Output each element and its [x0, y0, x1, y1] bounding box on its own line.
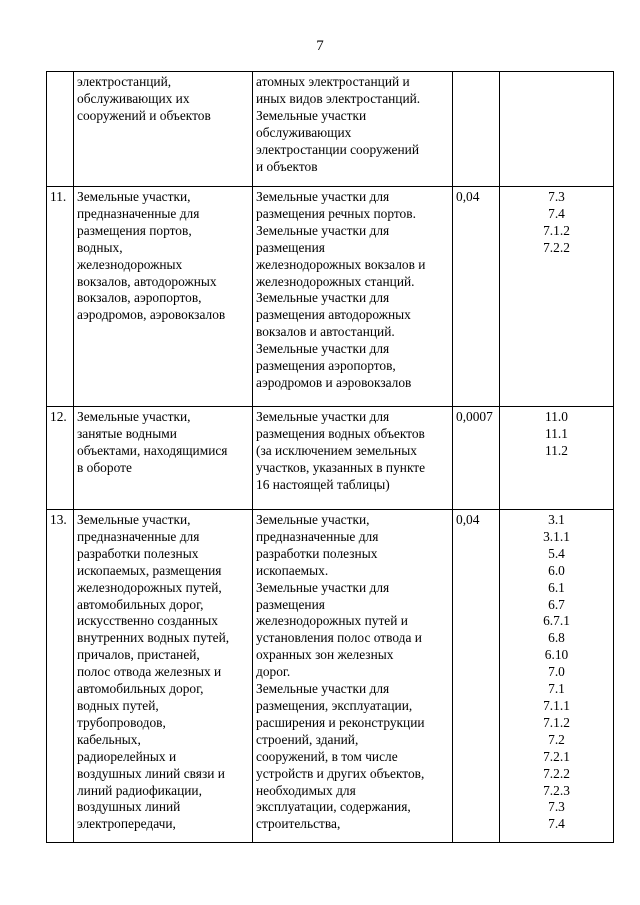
usage-codes-cell	[500, 72, 614, 187]
tax-rate-cell: 0,04	[453, 510, 500, 843]
page-number: 7	[316, 38, 324, 54]
tax-rate-cell: 0,04	[453, 187, 500, 407]
usage-codes-cell: 11.0 11.1 11.2	[500, 407, 614, 510]
usage-codes-cell: 3.1 3.1.1 5.4 6.0 6.1 6.7 6.7.1 6.8 6.10 7.0 7.1 7.1.1 7.1.2 7.2 7.2.1 7.2.2 7.2.3 7.3 7.4	[500, 510, 614, 843]
tax-rate-cell: 0,0007	[453, 407, 500, 510]
row-number-cell: 12.	[47, 407, 74, 510]
table-row	[47, 510, 614, 843]
row-number-cell: 13.	[47, 510, 74, 843]
land-category-cell: Земельные участки, предназначенные для размещения портов, водных, железнодорожных вокзалов, автодорожных вокзалов, аэропортов, аэродромов, аэровокзалов	[74, 187, 253, 407]
table-row	[47, 187, 614, 407]
table-row	[47, 72, 614, 187]
land-description-cell: Земельные участки для размещения водных объектов (за исключением земельных участков, указанных в пункте 16 настоящей таблицы)	[253, 407, 453, 510]
table-row	[47, 407, 614, 510]
land-category-cell: Земельные участки, занятые водными объектами, находящимися в обороте	[74, 407, 253, 510]
row-number-cell	[47, 72, 74, 187]
land-description-cell: атомных электростанций и иных видов электростанций. Земельные участки обслуживающих электростанции сооружений и объектов	[253, 72, 453, 187]
land-description-cell: Земельные участки, предназначенные для разработки полезных ископаемых. Земельные участки для размещения железнодорожных путей и установления полос отвода и охранных зон железных дорог. Земельные участки для размещения, эксплуатации, расширения и реконструкции строений, зданий, сооружений, в том числе устройств и других объектов, необходимых для эксплуатации, содержания, строительства,	[253, 510, 453, 843]
land-category-cell: Земельные участки, предназначенные для разработки полезных ископаемых, размещения железнодорожных путей, автомобильных дорог, искусственно созданных внутренних водных путей, причалов, пристаней, полос отвода железных и автомобильных дорог, водных путей, трубопроводов, кабельных, радиорелейных и воздушных линий связи и линий радиофикации, воздушных линий электропередачи,	[74, 510, 253, 843]
land-description-cell: Земельные участки для размещения речных портов. Земельные участки для размещения железнодорожных вокзалов и железнодорожных станций. Земельные участки для размещения автодорожных вокзалов и автостанций. Земельные участки для размещения аэропортов, аэродромов и аэровокзалов	[253, 187, 453, 407]
usage-codes-cell: 7.3 7.4 7.1.2 7.2.2	[500, 187, 614, 407]
land-tax-table	[46, 71, 614, 843]
tax-rate-cell	[453, 72, 500, 187]
land-category-cell: электростанций, обслуживающих их сооружений и объектов	[74, 72, 253, 187]
row-number-cell: 11.	[47, 187, 74, 407]
